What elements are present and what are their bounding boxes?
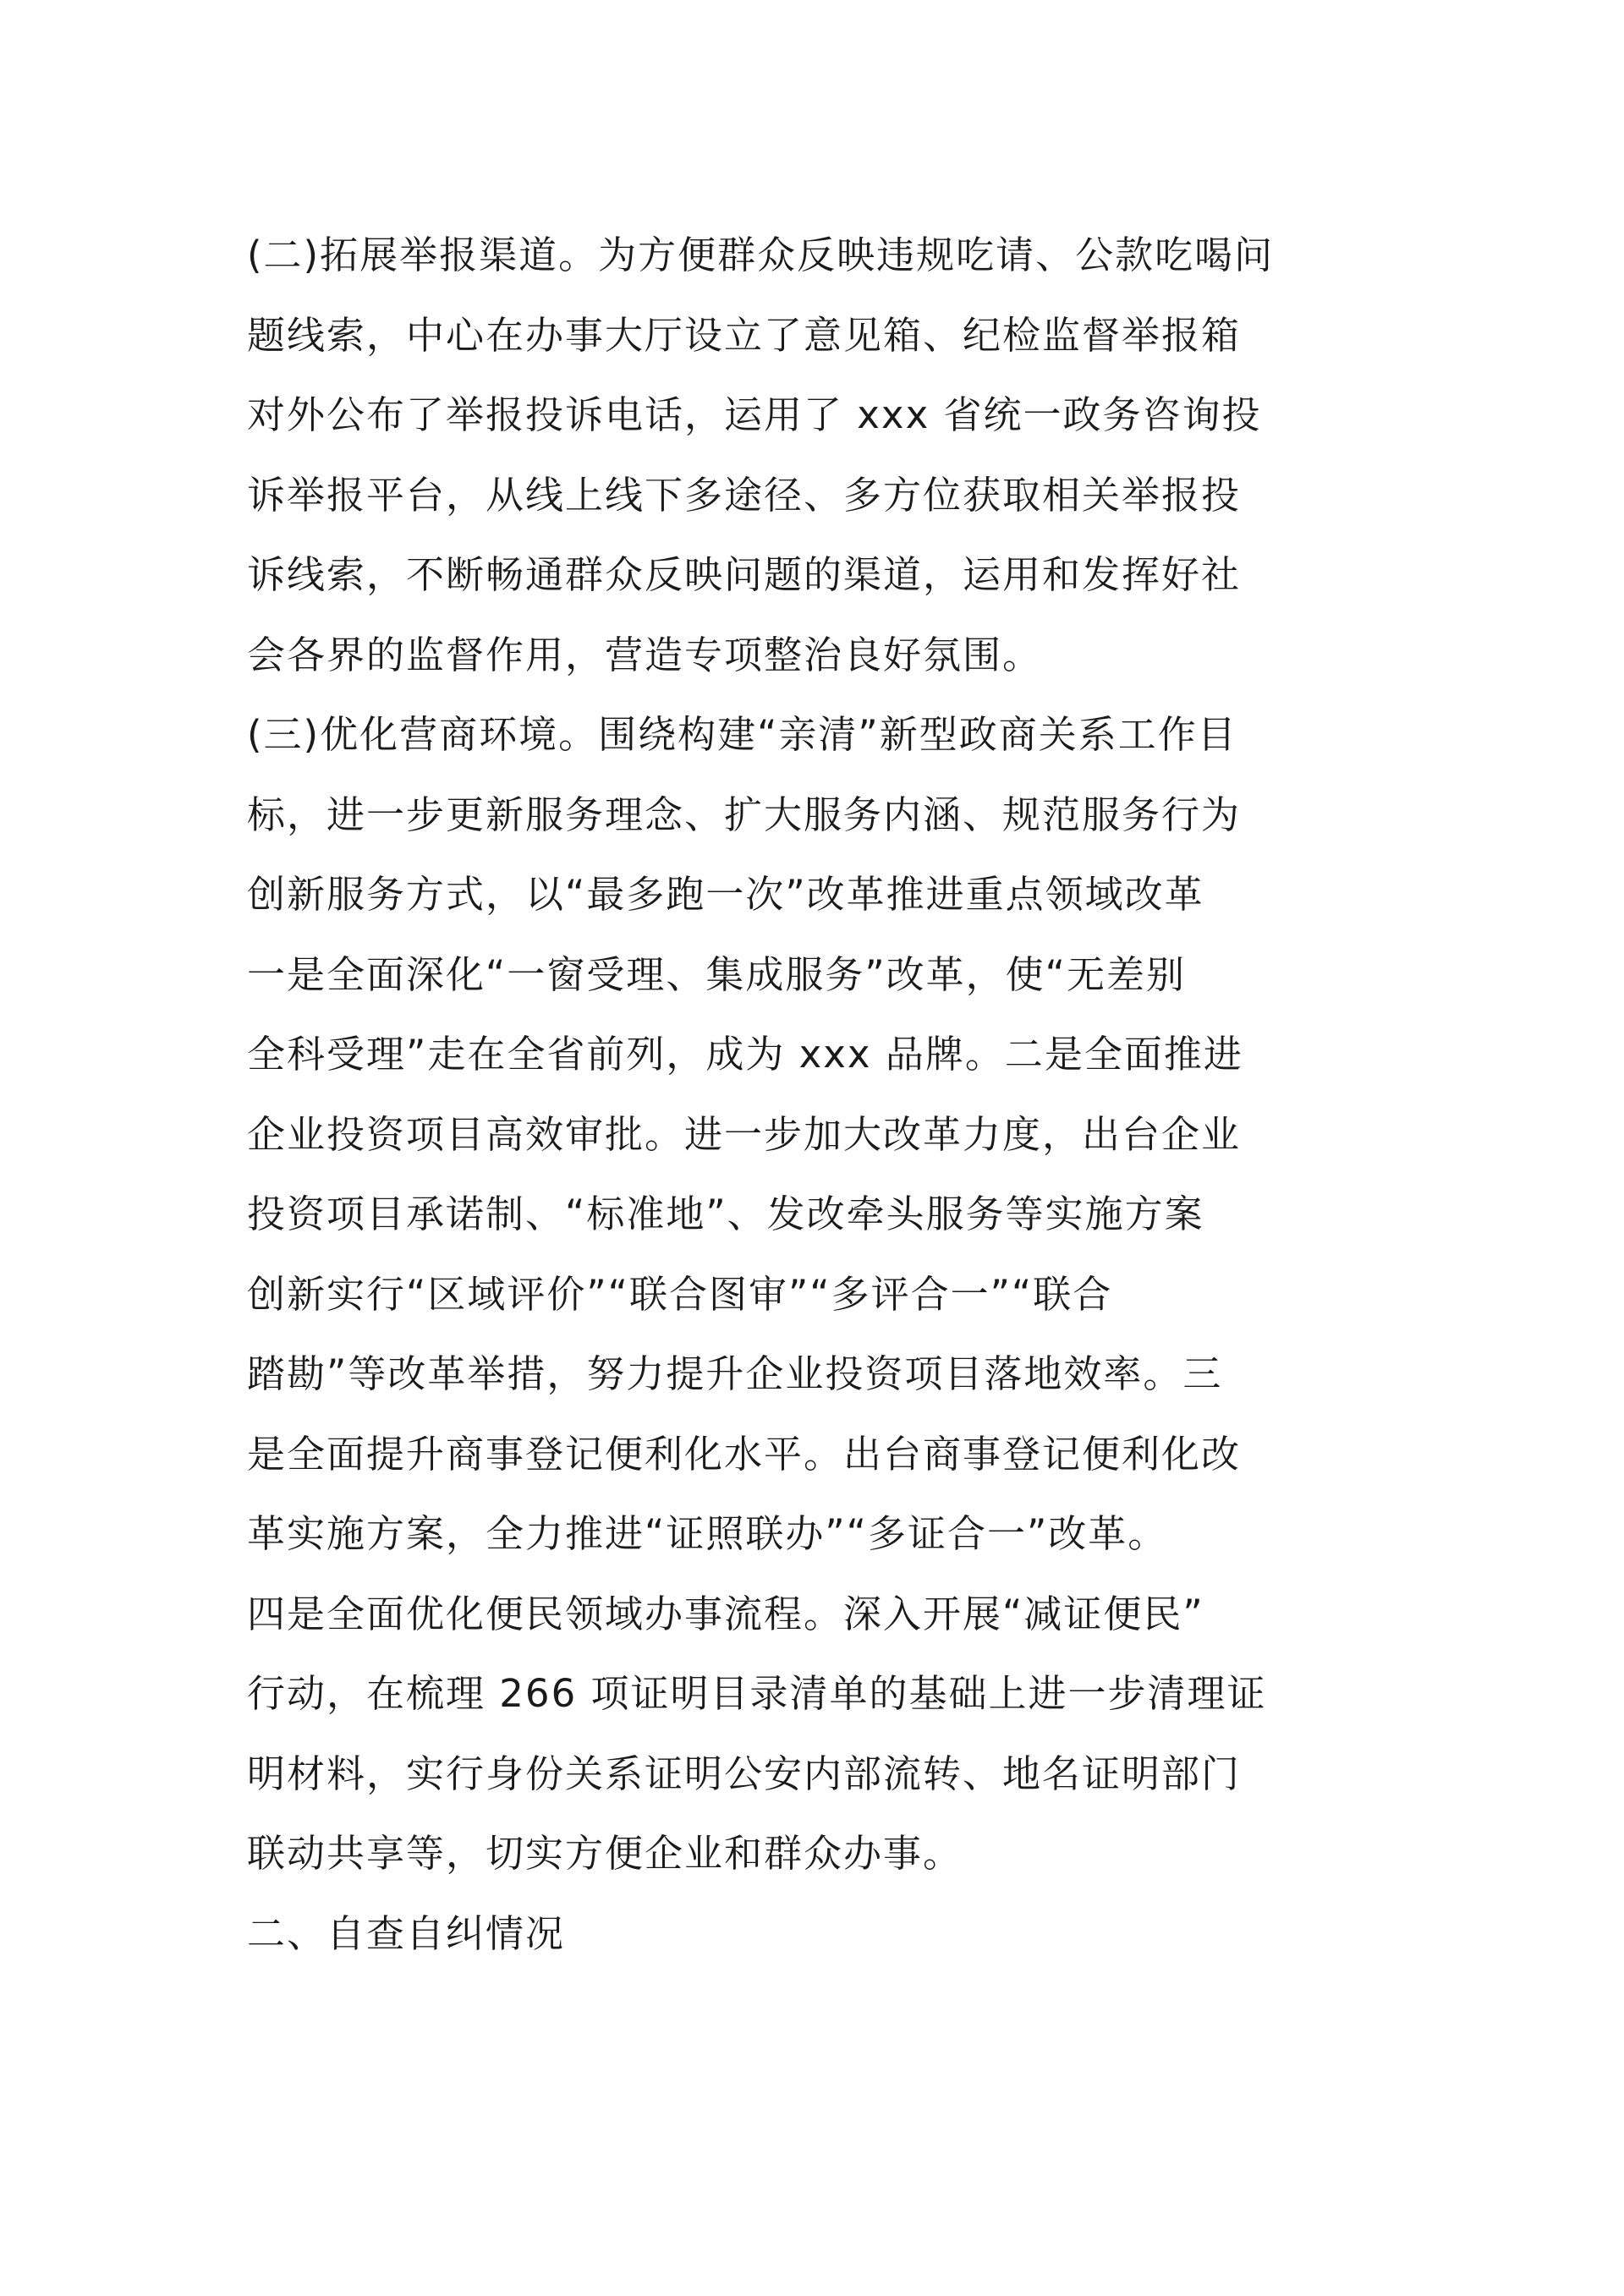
- text-line-15: 踏勘”等改革举措，努力提升企业投资项目落地效率。三: [247, 1351, 1223, 1396]
- text-line-07: (三)优化营商环境。围绕构建“亲清”新型政商关系工作目: [247, 712, 1237, 757]
- text-line-05: 诉线索，不断畅通群众反映问题的渠道，运用和发挥好社: [247, 552, 1242, 597]
- text-line-12: 企业投资项目高效审批。进一步加大改革力度，出台企业: [247, 1111, 1242, 1157]
- text-line-17: 革实施方案，全力推进“证照联办”“多证合一”改革。: [247, 1511, 1168, 1556]
- section-heading: 二、自查自纠情况: [247, 1910, 566, 1956]
- text-line-02: 题线索，中心在办事大厅设立了意见箱、纪检监督举报箱: [247, 312, 1242, 358]
- text-line-11: 全科受理”走在全省前列，成为 xxx 品牌。二是全面推进: [247, 1032, 1243, 1077]
- text-line-01: (二)拓展举报渠道。为方便群众反映违规吃请、公款吃喝问: [247, 233, 1275, 277]
- text-line-21: 联动共享等，切实方便企业和群众办事。: [247, 1831, 963, 1876]
- text-line-19: 行动，在梳理 266 项证明目录清单的基础上进一步清理证: [247, 1671, 1267, 1716]
- text-line-04: 诉举报平台，从线上线下多途径、多方位获取相关举报投: [247, 472, 1242, 518]
- text-line-14: 创新实行“区域评价”“联合图审”“多评合一”“联合: [247, 1271, 1113, 1317]
- document-body: [247, 216, 1380, 1974]
- text-line-20: 明材料，实行身份关系证明公安内部流转、地名证明部门: [247, 1751, 1242, 1796]
- text-line-18: 四是全面优化便民领域办事流程。深入开展“减证便民”: [247, 1591, 1204, 1636]
- text-line-09: 创新服务方式，以“最多跑一次”改革推进重点领域改革: [247, 872, 1204, 917]
- text-line-16: 是全面提升商事登记便利化水平。出台商事登记便利化改: [247, 1431, 1242, 1477]
- text-line-08: 标，进一步更新服务理念、扩大服务内涵、规范服务行为: [247, 792, 1242, 837]
- text-line-03: 对外公布了举报投诉电话，运用了 xxx 省统一政务咨询投: [247, 392, 1262, 437]
- text-line-13: 投资项目承诺制、“标准地”、发改牵头服务等实施方案: [247, 1192, 1204, 1236]
- text-line-10: 一是全面深化“一窗受理、集成服务”改革，使“无差别: [247, 951, 1186, 997]
- text-line-06: 会各界的监督作用，营造专项整治良好氛围。: [247, 632, 1043, 677]
